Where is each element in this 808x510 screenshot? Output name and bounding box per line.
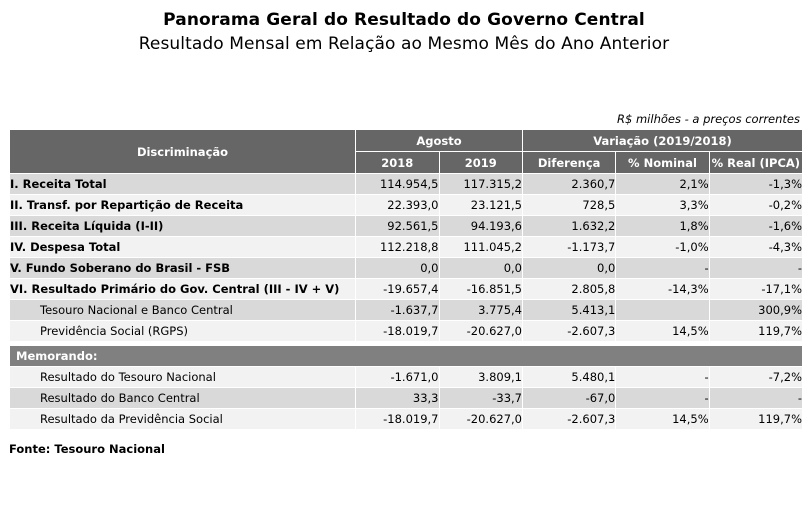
cell-real: -0,2% xyxy=(709,195,802,216)
row-label: I. Receita Total xyxy=(10,174,356,195)
column-header-nominal: % Nominal xyxy=(616,152,709,174)
cell-nominal: 1,8% xyxy=(616,216,709,237)
cell-2019: -33,7 xyxy=(439,388,523,409)
table-row xyxy=(10,367,803,388)
row-label: Resultado do Tesouro Nacional xyxy=(10,367,356,388)
table-header-row-groups xyxy=(10,130,803,152)
cell-2018: 22.393,0 xyxy=(356,195,440,216)
cell-2018: -18.019,7 xyxy=(356,321,440,342)
table-row xyxy=(10,321,803,342)
cell-nominal: - xyxy=(616,367,709,388)
column-header-diferenca: Diferença xyxy=(523,152,616,174)
column-header-real: % Real (IPCA) xyxy=(709,152,802,174)
cell-diferenca: -2.607,3 xyxy=(523,409,616,430)
cell-2018: 92.561,5 xyxy=(356,216,440,237)
cell-nominal: -1,0% xyxy=(616,237,709,258)
table-row xyxy=(10,216,803,237)
table-row xyxy=(10,237,803,258)
table-row xyxy=(10,388,803,409)
cell-real: -1,3% xyxy=(709,174,802,195)
cell-real: -17,1% xyxy=(709,279,802,300)
cell-real: 119,7% xyxy=(709,409,802,430)
cell-2019: -16.851,5 xyxy=(439,279,523,300)
page-subtitle: Resultado Mensal em Relação ao Mesmo Mês do Ano Anterior xyxy=(138,34,670,54)
cell-nominal: 2,1% xyxy=(616,174,709,195)
cell-2018: -1.671,0 xyxy=(356,367,440,388)
table-row xyxy=(10,258,803,279)
cell-nominal: - xyxy=(616,388,709,409)
cell-real: - xyxy=(709,258,802,279)
row-label: Resultado da Previdência Social xyxy=(10,409,356,430)
row-label: IV. Despesa Total xyxy=(10,237,356,258)
cell-2018: -1.637,7 xyxy=(356,300,440,321)
cell-2018: -19.657,4 xyxy=(356,279,440,300)
cell-nominal: 3,3% xyxy=(616,195,709,216)
column-header-2018: 2018 xyxy=(356,152,440,174)
row-label: II. Transf. por Repartição de Receita xyxy=(10,195,356,216)
row-label: Previdência Social (RGPS) xyxy=(10,321,356,342)
table-row xyxy=(10,279,803,300)
column-header-2019: 2019 xyxy=(439,152,523,174)
row-label: Tesouro Nacional e Banco Central xyxy=(10,300,356,321)
cell-diferenca: 5.480,1 xyxy=(523,367,616,388)
cell-2018: 112.218,8 xyxy=(356,237,440,258)
cell-2019: 0,0 xyxy=(439,258,523,279)
memorando-label: Memorando: xyxy=(10,346,803,367)
source-note: Fonte: Tesouro Nacional xyxy=(9,442,165,456)
cell-diferenca: 728,5 xyxy=(523,195,616,216)
cell-diferenca: 1.632,2 xyxy=(523,216,616,237)
cell-2019: 94.193,6 xyxy=(439,216,523,237)
cell-real: -1,6% xyxy=(709,216,802,237)
row-label: V. Fundo Soberano do Brasil - FSB xyxy=(10,258,356,279)
cell-nominal: - xyxy=(616,258,709,279)
table-row xyxy=(10,174,803,195)
cell-real: -4,3% xyxy=(709,237,802,258)
cell-nominal xyxy=(616,300,709,321)
cell-real: 300,9% xyxy=(709,300,802,321)
cell-diferenca: 2.360,7 xyxy=(523,174,616,195)
cell-2018: 114.954,5 xyxy=(356,174,440,195)
cell-real: 119,7% xyxy=(709,321,802,342)
column-group-variacao: Variação (2019/2018) xyxy=(523,130,803,152)
cell-nominal: 14,5% xyxy=(616,409,709,430)
cell-diferenca: 0,0 xyxy=(523,258,616,279)
table-header xyxy=(10,130,803,174)
cell-2018: 33,3 xyxy=(356,388,440,409)
cell-diferenca: -67,0 xyxy=(523,388,616,409)
cell-2019: 3.775,4 xyxy=(439,300,523,321)
cell-diferenca: 2.805,8 xyxy=(523,279,616,300)
title-block xyxy=(0,0,808,57)
table-body xyxy=(10,174,803,430)
cell-2018: 0,0 xyxy=(356,258,440,279)
cell-real: -7,2% xyxy=(709,367,802,388)
cell-nominal: 14,5% xyxy=(616,321,709,342)
column-group-agosto: Agosto xyxy=(356,130,523,152)
row-label: Resultado do Banco Central xyxy=(10,388,356,409)
row-label: VI. Resultado Primário do Gov. Central (III - IV + V) xyxy=(10,279,356,300)
cell-2018: -18.019,7 xyxy=(356,409,440,430)
column-header-discriminacao: Discriminação xyxy=(10,130,356,174)
table-row xyxy=(10,300,803,321)
table-row xyxy=(10,195,803,216)
cell-2019: -20.627,0 xyxy=(439,409,523,430)
memorando-header-row xyxy=(10,346,803,367)
cell-2019: 117.315,2 xyxy=(439,174,523,195)
cell-2019: 3.809,1 xyxy=(439,367,523,388)
table-container xyxy=(0,129,808,430)
cell-diferenca: 5.413,1 xyxy=(523,300,616,321)
results-table xyxy=(9,129,803,430)
cell-diferenca: -2.607,3 xyxy=(523,321,616,342)
units-note: R$ milhões - a preços correntes xyxy=(617,112,800,126)
cell-real: - xyxy=(709,388,802,409)
cell-diferenca: -1.173,7 xyxy=(523,237,616,258)
table-row xyxy=(10,409,803,430)
cell-2019: 111.045,2 xyxy=(439,237,523,258)
row-label: III. Receita Líquida (I-II) xyxy=(10,216,356,237)
page-title: Panorama Geral do Resultado do Governo Central xyxy=(163,10,645,30)
cell-2019: -20.627,0 xyxy=(439,321,523,342)
cell-2019: 23.121,5 xyxy=(439,195,523,216)
cell-nominal: -14,3% xyxy=(616,279,709,300)
